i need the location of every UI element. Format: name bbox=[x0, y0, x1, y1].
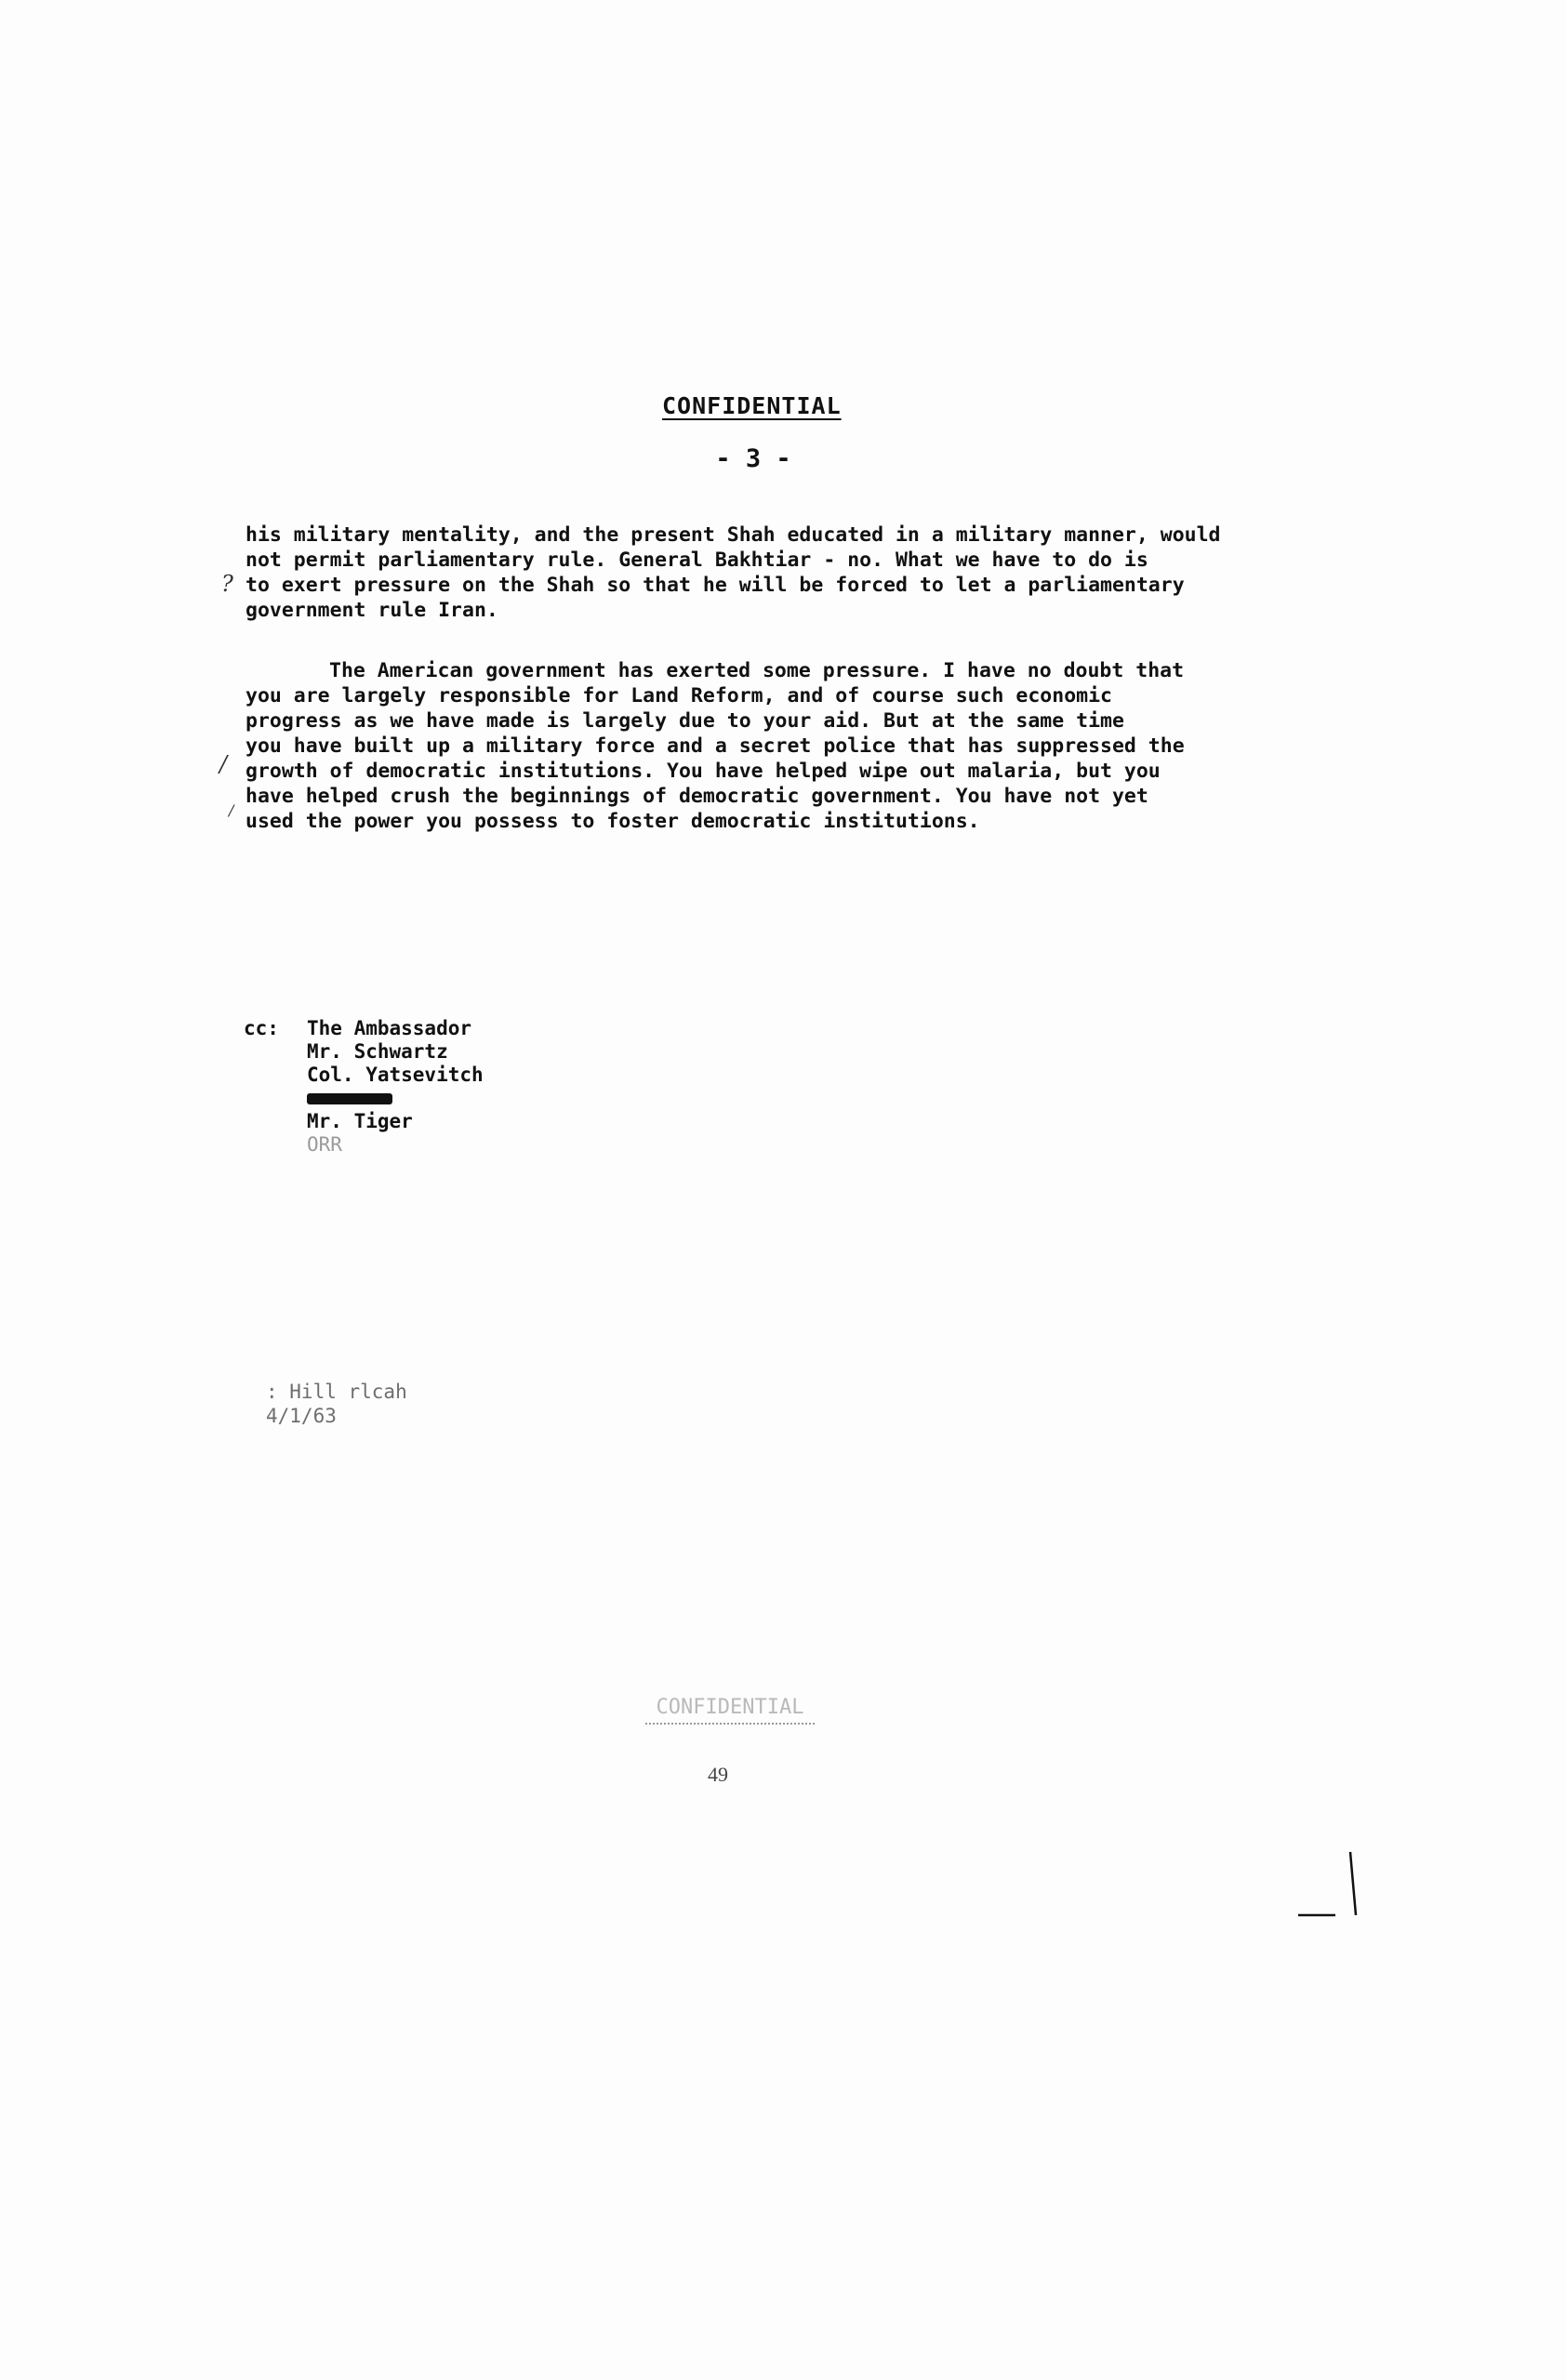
paragraph-1 bbox=[246, 522, 1315, 623]
cc-recipient: ORR bbox=[307, 1133, 342, 1156]
cc-recipient: Col. Yatsevitch bbox=[307, 1064, 484, 1086]
paragraph-line: you have built up a military force and a secret police that has suppressed the bbox=[246, 734, 1185, 758]
drafter-line: : Hill rlcah bbox=[266, 1381, 407, 1403]
drafter-block bbox=[266, 1380, 407, 1428]
paragraph-line: government rule Iran. bbox=[246, 599, 498, 622]
classification-header: CONFIDENTIAL bbox=[662, 392, 842, 419]
page-number-label: - 3 - bbox=[715, 444, 791, 473]
paragraph-line: have helped crush the beginnings of democratic government. You have not yet bbox=[246, 785, 1148, 808]
paragraph-line: used the power you possess to foster democratic institutions. bbox=[246, 810, 980, 833]
cc-recipient-list bbox=[307, 1017, 484, 1157]
cc-recipient: Mr. Schwartz bbox=[307, 1040, 448, 1063]
cc-recipient: Mr. Tiger bbox=[307, 1110, 413, 1132]
cc-recipient: The Ambassador bbox=[307, 1017, 472, 1039]
redacted-recipient bbox=[307, 1087, 484, 1110]
paragraph-line: his military mentality, and the present Shah educated in a military manner, would bbox=[246, 523, 1221, 547]
classification-footer: CONFIDENTIAL bbox=[645, 1696, 815, 1725]
paragraph-line: progress as we have made is largely due to your aid. But at the same time bbox=[246, 709, 1124, 733]
pen-stroke bbox=[1350, 1852, 1356, 1915]
paragraph-line: not permit parliamentary rule. General Bakhtiar - no. What we have to do is bbox=[246, 549, 1148, 572]
paragraph-line: you are largely responsible for Land Reform, and of course such economic bbox=[246, 684, 1112, 707]
drafter-date: 4/1/63 bbox=[266, 1405, 337, 1427]
cc-label: cc: bbox=[244, 1017, 279, 1039]
redaction-bar bbox=[307, 1093, 392, 1104]
margin-mark: / bbox=[219, 751, 228, 777]
folio-number: 49 bbox=[708, 1763, 728, 1786]
paragraph-line: to exert pressure on the Shah so that he will be forced to let a parliamentary bbox=[246, 574, 1185, 597]
margin-mark: ? bbox=[221, 571, 233, 597]
paragraph-2 bbox=[246, 658, 1315, 834]
paragraph-line: The American government has exerted some pressure. I have no doubt that bbox=[329, 659, 1185, 682]
paragraph-line: growth of democratic institutions. You have helped wipe out malaria, but you bbox=[246, 760, 1161, 783]
pen-mark bbox=[1293, 1850, 1358, 1924]
margin-mark: / bbox=[229, 801, 234, 819]
